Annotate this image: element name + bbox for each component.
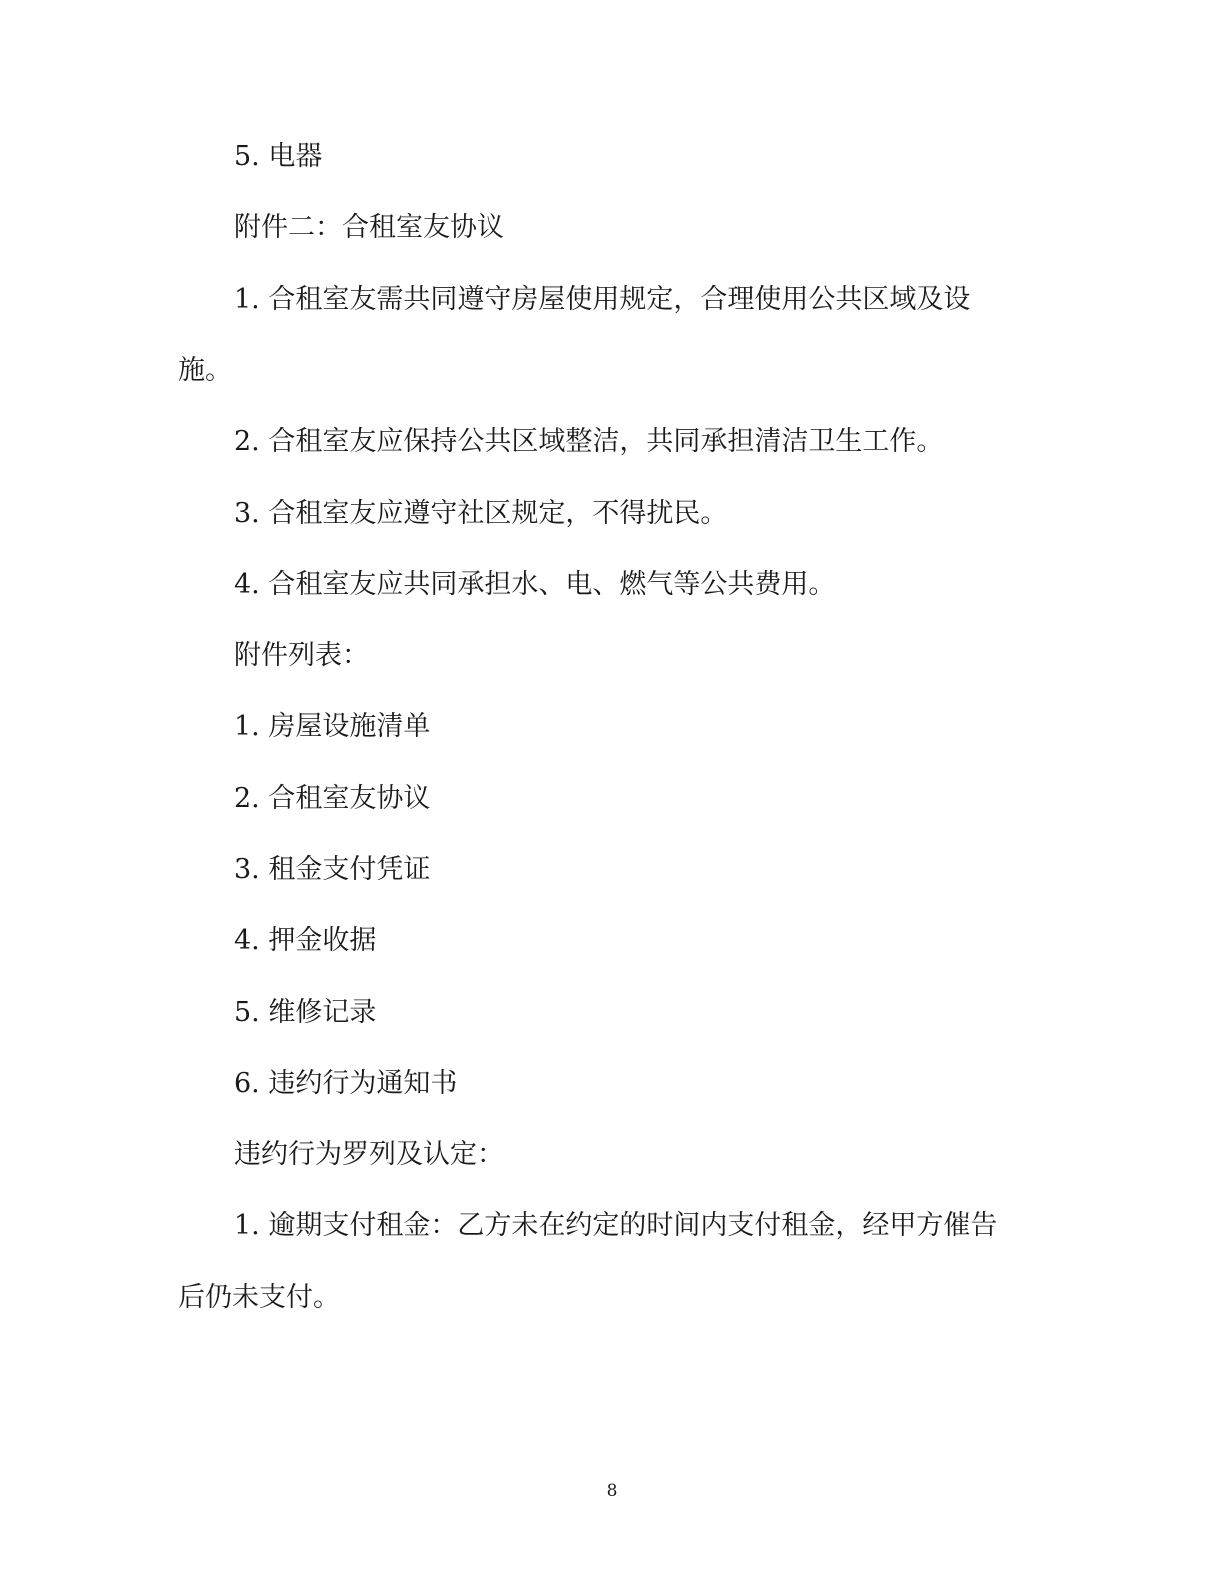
section-heading-breach-list: 违约行为罗列及认定： <box>234 1139 504 1170</box>
agreement-clause-3: 3. 合租室友应遵守社区规定，不得扰民。 <box>234 498 728 529</box>
attachment-item-6: 6. 违约行为通知书 <box>234 1068 458 1099</box>
attachment-item-4: 4. 押金收据 <box>234 925 377 956</box>
attachment-item-3: 3. 租金支付凭证 <box>234 854 431 885</box>
list-item-appliances: 5. 电器 <box>234 141 323 172</box>
section-heading-roommate-agreement: 附件二：合租室友协议 <box>234 212 504 243</box>
agreement-clause-4: 4. 合租室友应共同承担水、电、燃气等公共费用。 <box>234 569 836 600</box>
agreement-clause-1: 1. 合租室友需共同遵守房屋使用规定，合理使用公共区域及设 <box>234 284 971 315</box>
attachment-item-2: 2. 合租室友协议 <box>234 783 431 814</box>
page-number: 8 <box>606 1481 618 1501</box>
attachment-item-5: 5. 维修记录 <box>234 997 377 1028</box>
breach-item-1: 1. 逾期支付租金：乙方未在约定的时间内支付租金，经甲方催告 <box>234 1210 998 1241</box>
breach-item-1-continued: 后仍未支付。 <box>178 1282 340 1313</box>
section-heading-attachment-list: 附件列表： <box>234 640 369 671</box>
agreement-clause-1-continued: 施。 <box>178 355 232 386</box>
attachment-item-1: 1. 房屋设施清单 <box>234 711 431 742</box>
agreement-clause-2: 2. 合租室友应保持公共区域整洁，共同承担清洁卫生工作。 <box>234 426 944 457</box>
